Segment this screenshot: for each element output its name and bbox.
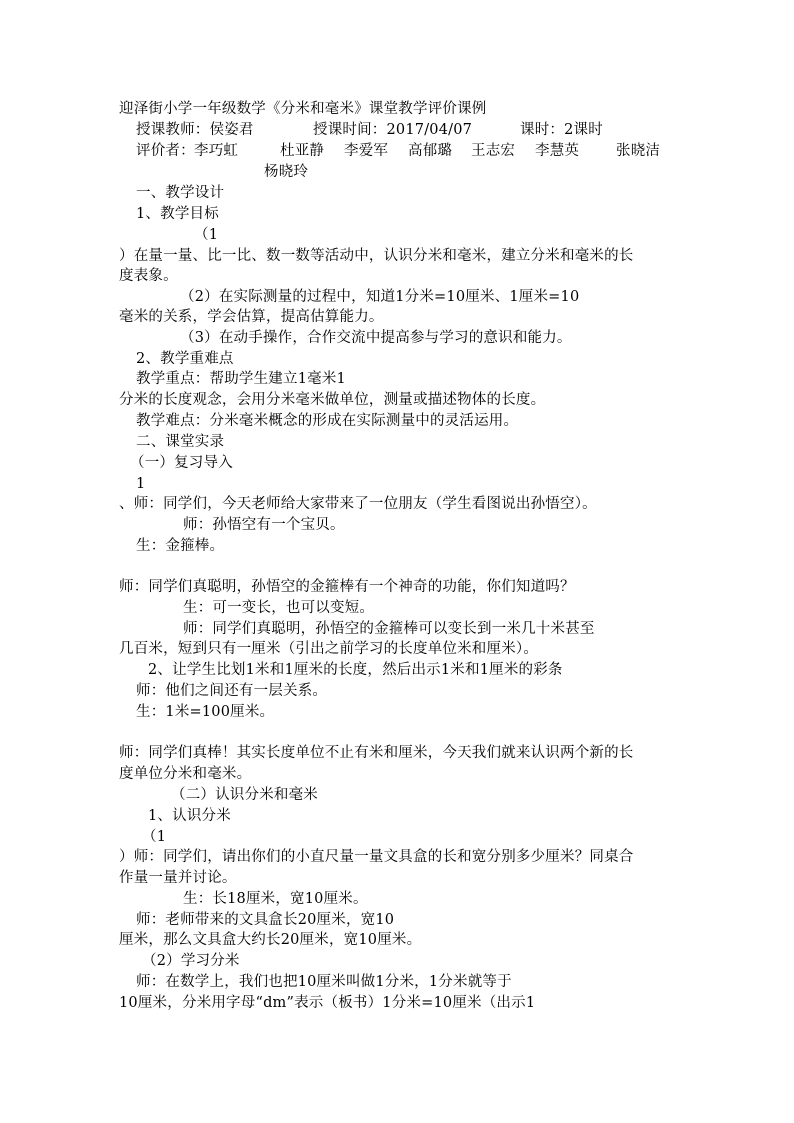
dialogue-line: 师：同学们真聪明，孙悟空的金箍棒有一个神奇的功能，你们知道吗？	[119, 579, 575, 595]
list-marker: （1	[142, 829, 167, 845]
lesson-hours: 课时：2课时	[520, 122, 603, 138]
document-title: 迎泽街小学一年级数学《分米和毫米》课堂教学评价课例	[119, 101, 487, 117]
reviewer-name: 李爱军	[344, 143, 389, 159]
subsection-heading: （一）复习导入	[130, 455, 233, 471]
subsection-heading: 1、认识分米	[148, 808, 231, 824]
reviewer-name: 杜亚静	[280, 143, 325, 159]
dialogue-line: 师：同学们真聪明，孙悟空的金箍棒可以变长到一米几十米甚至	[183, 621, 595, 637]
dialogue-line: 师：他们之间还有一层关系。	[136, 683, 328, 699]
paragraph-line: 教学重点：帮助学生建立1毫米1	[136, 371, 346, 387]
dialogue-line: 作量一量并讨论。	[119, 870, 237, 886]
list-marker: 1	[136, 476, 146, 492]
paragraph-line: ）在量一量、比一比、数一数等活动中，认识分米和毫米，建立分米和毫米的长	[119, 248, 634, 264]
reviewer-name: 杨晓玲	[264, 164, 309, 180]
dialogue-line: 几百米，短到只有一厘米（引出之前学习的长度单位米和厘米）。	[119, 641, 539, 657]
subsection-heading: 1、教学目标	[136, 206, 219, 222]
dialogue-line: 师：在数学上，我们也把10厘米叫做1分米，1分米就等于	[136, 974, 512, 990]
reviewer-name: 李巧虹	[194, 143, 239, 159]
lesson-date: 授课时间：2017/04/07	[313, 122, 473, 138]
dialogue-line: 10厘米，分米用字母“dm”表示（板书）1分米=10厘米（出示1	[119, 995, 536, 1011]
paragraph-line: 毫米的关系，学会估算，提高估算能力。	[119, 309, 384, 325]
paragraph-line: （3）在动手操作，合作交流中提高参与学习的意识和能力。	[180, 330, 572, 346]
dialogue-line: 生：金箍棒。	[136, 538, 225, 554]
dialogue-line: 生：长18厘米，宽10厘米。	[183, 891, 368, 907]
paragraph-line: （2）在实际测量的过程中，知道1分米=10厘米、1厘米=10	[180, 289, 580, 305]
paragraph-line: 教学难点：分米毫米概念的形成在实际测量中的灵活运用。	[136, 413, 519, 429]
dialogue-line: 度单位分米和毫米。	[119, 766, 252, 782]
paragraph-line: 分米的长度观念，会用分米毫米做单位，测量或描述物体的长度。	[119, 392, 546, 408]
reviewer-name: 张晓洁	[616, 143, 661, 159]
reviewer-name: 李慧英	[535, 143, 580, 159]
dialogue-line: 生：1米=100厘米。	[136, 704, 275, 720]
dialogue-line: ）师：同学们，请出你们的小直尺量一量文具盒的长和宽分别多少厘米？同桌合	[119, 849, 634, 865]
paragraph-line: 度表象。	[119, 268, 178, 284]
paragraph-line: 、师：同学们，今天老师给大家带来了一位朋友（学生看图说出孙悟空）。	[119, 496, 597, 512]
dialogue-line: 师：孙悟空有一个宝贝。	[183, 517, 345, 533]
reviewer-name: 王志宏	[471, 143, 516, 159]
list-marker: （1	[194, 227, 219, 243]
dialogue-line: 师：老师带来的文具盒长20厘米，宽10	[136, 912, 395, 928]
dialogue-line: 师：同学们真棒！其实长度单位不止有米和厘米，今天我们就来认识两个新的长	[119, 745, 634, 761]
section-heading: 二、课堂实录	[136, 434, 225, 450]
reviewers-label: 评价者：	[136, 143, 195, 159]
subsection-heading: 2、教学重难点	[136, 351, 234, 367]
subsection-heading: （二）认识分米和毫米	[171, 787, 318, 803]
dialogue-line: 厘米，那么文具盒大约长20厘米，宽10厘米。	[119, 932, 422, 948]
subsection-heading: （2）学习分米	[142, 953, 240, 969]
section-heading: 一、教学设计	[136, 185, 225, 201]
reviewer-name: 高郁璐	[408, 143, 453, 159]
teacher-info: 授课教师：侯姿君	[136, 122, 254, 138]
dialogue-line: 生：可一变长，也可以变短。	[183, 600, 375, 616]
paragraph-line: 2、让学生比划1米和1厘米的长度，然后出示1米和1厘米的彩条	[148, 662, 563, 678]
